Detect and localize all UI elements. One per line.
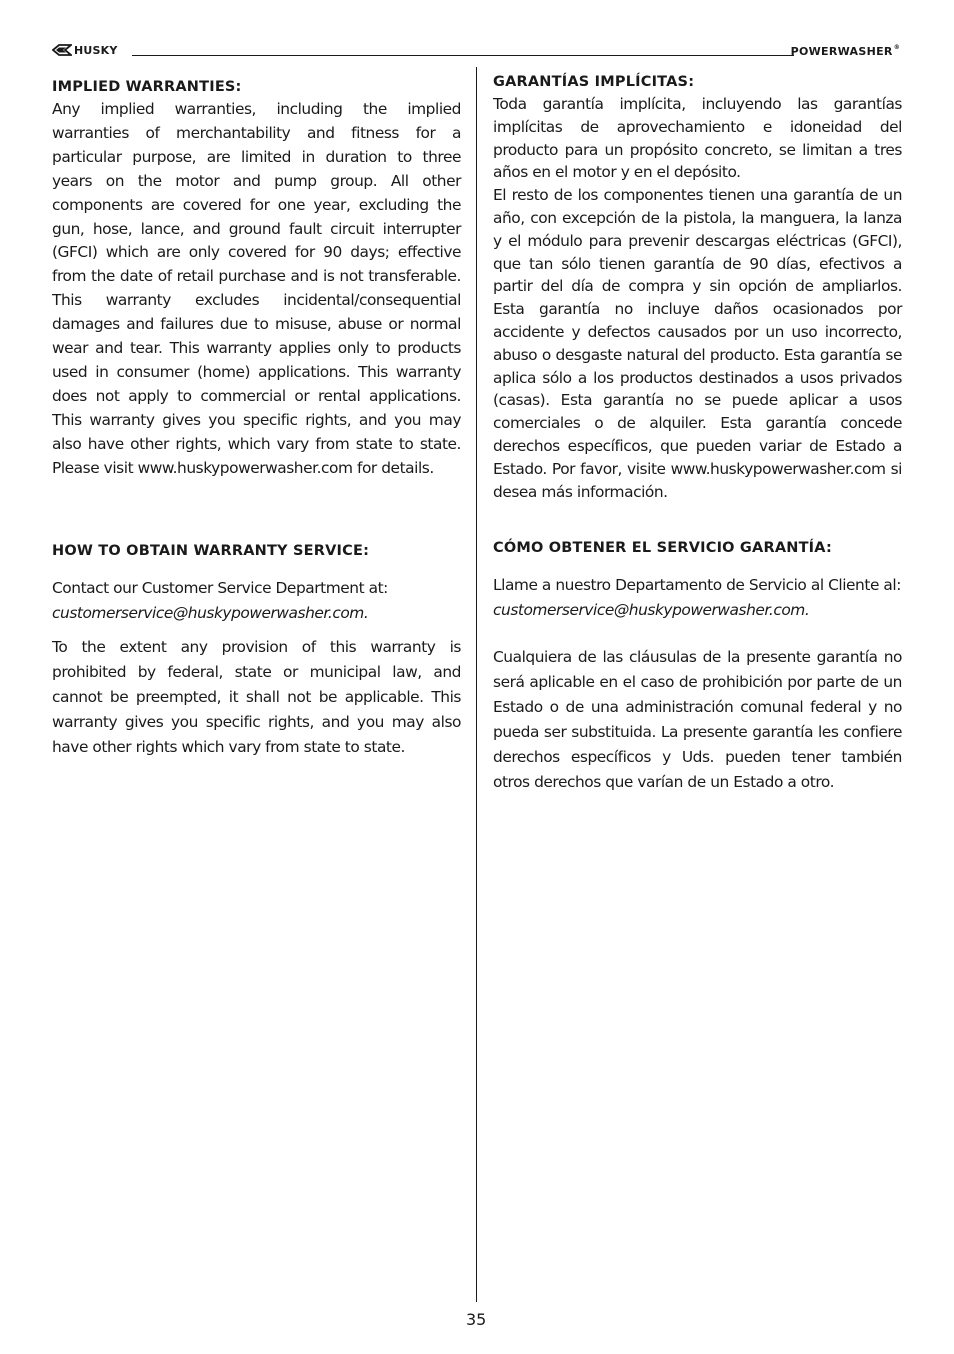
servicio-garantia-heading: CÓMO OBTENER EL SERVICIO GARANTÍA: (493, 540, 832, 556)
extent-body: To the extent any provision of this warranty is prohibited by federal, state or municipal law, and cannot be preempted, it shall not be applicable. This warranty gives you specific rights, and you may also have other rights which vary from state to state. (52, 638, 461, 756)
contact-email: customerservice@huskypowerwasher.com. (52, 604, 369, 622)
column-divider (476, 67, 477, 1302)
brand-text: POWERWASHER (790, 45, 893, 58)
garantias-implicitas-body-2: El resto de los componentes tienen una garantía de un año, con excepción de la pistola, la manguera, la lanza y el módulo para prevenir descargas eléctricas (GFCI), que tan sólo tienen garantía de 90 días, efectivos a partir del día de compra y sin opción de ampliarlos. Esta garantía no incluye daños ocasionados por accidente y defectos causados por un uso incorrecto, abuso o desgaste natural del producto. Esta garantía se aplica sólo a los productos destinados a usos privados (casas). Esta garantía no se puede aplicar a usos comerciales o de alquiler. Esta garantía concede derechos específicos, que pueden variar de Estado a Estado. Por favor, visite www.huskypowerwasher.com si desea más información. (493, 186, 902, 501)
husky-logo (52, 43, 118, 57)
husky-logo-icon (52, 44, 72, 56)
brand-name (791, 45, 900, 58)
header-rule (132, 55, 794, 56)
right-service-section (493, 537, 902, 795)
implied-warranties-heading: IMPLIED WARRANTIES: (52, 79, 242, 95)
contact-text: Contact our Customer Service Department at: (52, 579, 388, 597)
warranty-service-heading: HOW TO OBTAIN WARRANTY SERVICE: (52, 543, 370, 559)
garantias-implicitas-heading: GARANTÍAS IMPLÍCITAS: (493, 74, 695, 90)
contacto-email: customerservice@huskypowerwasher.com. (493, 601, 810, 619)
left-service-section (52, 540, 461, 760)
right-column (493, 71, 902, 503)
page-header (52, 40, 900, 60)
registered-mark: ® (893, 44, 900, 51)
left-column (52, 76, 461, 481)
contacto-texto: Llame a nuestro Departamento de Servicio al Cliente al: (493, 576, 901, 594)
clausulas-body: Cualquiera de las cláusulas de la presente garantía no será aplicable en el caso de prohibición por parte de un Estado o de una administración comunal federal y no pueda ser substituida. La presente garantía les confiere derechos específicos y Uds. pueden tener también otros derechos que varían de un Estado a otro. (493, 648, 902, 791)
page-number: 35 (466, 1310, 487, 1329)
logo-text: HUSKY (74, 43, 118, 57)
garantias-implicitas-body-1: Toda garantía implícita, incluyendo las garantías implícitas de aprovechamiento e idoneidad del producto para un propósito concreto, se limitan a tres años en el motor y en el depósito. (493, 95, 902, 182)
implied-warranties-body: Any implied warranties, including the implied warranties of merchantability and fitness for a particular purpose, are limited in duration to three years on the motor and pump group. All other components are covered for one year, excluding the gun, hose, lance, and ground fault circuit interrupter (GFCI) which are only covered for 90 days; effective from the date of retail purchase and is not transferable. This warranty excludes incidental/consequential damages and failures due to misuse, abuse or normal wear and tear. This warranty applies only to products used in consumer (home) applications. This warranty does not apply to commercial or rental applications. This warranty gives you specific rights, and you may also have other rights, which vary from state to state. Please visit www.huskypowerwasher.com for details. (52, 100, 461, 477)
